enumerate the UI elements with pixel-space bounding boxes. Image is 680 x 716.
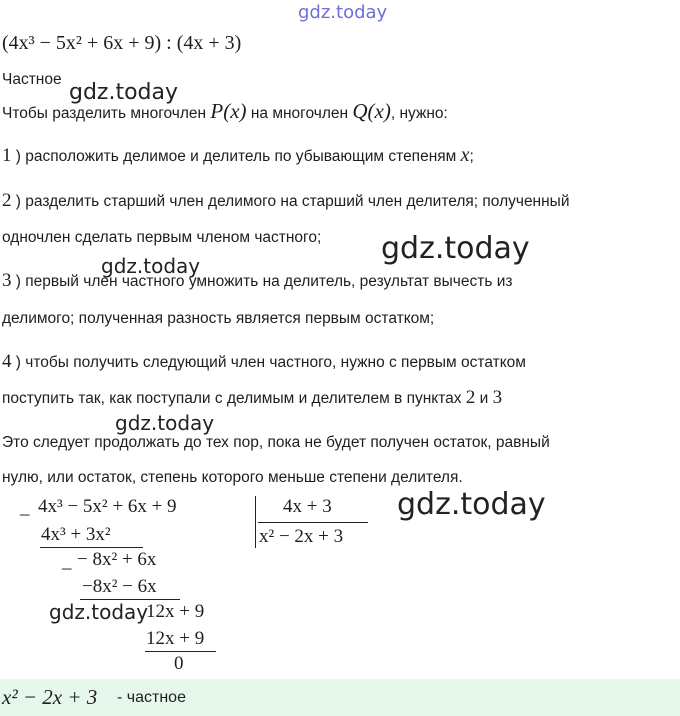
minus-sign: _: [62, 551, 72, 572]
intro-prefix: Чтобы разделить многочлен: [2, 105, 211, 122]
step-text: и: [475, 390, 493, 407]
step-3-cont: делимого; полученная разность является первым остатком;: [2, 310, 435, 327]
intro-suffix: , нужно:: [390, 105, 448, 122]
divisor-underline: [258, 522, 368, 523]
watermark: gdz.today: [69, 80, 179, 105]
conclusion-line-2: нулю, или остаток, степень которого меньше степени делителя.: [2, 469, 463, 486]
dividend: 4x³ − 5x² + 6x + 9: [38, 496, 177, 517]
watermark-top: gdz.today: [298, 2, 388, 23]
answer-box: [0, 679, 680, 716]
watermark: gdz.today: [49, 600, 149, 624]
step-4: 4 ) чтобы получить следующий член частного, нужно с первым остатком: [2, 351, 526, 372]
watermark: gdz.today: [381, 231, 530, 266]
step-number: 4: [2, 351, 12, 372]
step-4-cont: [2, 387, 502, 409]
answer-math: x² − 2x + 3: [2, 685, 98, 709]
polynomial-q: Q(x): [352, 99, 391, 123]
watermark: gdz.today: [101, 254, 201, 278]
step-text: поступить так, как поступали с делимым и делителем в пунктах: [2, 390, 466, 407]
step-number: 2: [2, 190, 12, 211]
step-text: первый член частного умножить на делитель, результат вычесть из: [25, 273, 513, 290]
intro-mid: на многочлен: [246, 105, 353, 122]
subtrahend-1-underline: [40, 547, 143, 548]
step-2: 2 ) разделить старший член делимого на старший член делителя; полученный: [2, 190, 570, 211]
subtrahend-1: 4x³ + 3x²: [41, 524, 111, 545]
watermark: gdz.today: [397, 487, 546, 522]
remainder-1: − 8x² + 6x: [77, 549, 157, 570]
step-ref: 3: [492, 387, 503, 408]
polynomial-p: P(x): [210, 99, 247, 123]
step-1: 1 ) расположить делимое и делитель по убывающим степеням x;: [2, 144, 474, 166]
step-number: 3: [2, 270, 12, 291]
step-punct: ;: [469, 148, 474, 165]
step-text: разделить старший член делимого на старший член делителя; полученный: [25, 193, 570, 210]
subtrahend-2: −8x² − 6x: [82, 576, 157, 597]
problem-expression: (4x³ − 5x² + 6x + 9) : (4x + 3): [2, 32, 242, 54]
variable-x: x: [460, 144, 470, 166]
remainder-3: 0: [174, 653, 184, 674]
step-3: 3 ) первый член частного умножить на делитель, результат вычесть из: [2, 270, 513, 291]
watermark: gdz.today: [115, 411, 215, 435]
quotient: x² − 2x + 3: [259, 526, 344, 547]
step-number: 1: [2, 145, 12, 166]
division-vertical-line: [255, 496, 256, 548]
remainder-2: 12x + 9: [146, 601, 205, 622]
subtrahend-3-underline: [145, 651, 216, 652]
subtrahend-3: 12x + 9: [146, 628, 205, 649]
step-2-cont: одночлен сделать первым членом частного;: [2, 229, 322, 246]
heading-quotient: Частное: [2, 71, 62, 88]
minus-sign: _: [20, 497, 30, 518]
answer-text: - частное: [117, 689, 186, 706]
step-text: расположить делимое и делитель по убывающим степеням: [25, 148, 457, 165]
step-text: чтобы получить следующий член частного, нужно с первым остатком: [25, 354, 526, 371]
step-ref: 2: [465, 387, 476, 408]
intro-text: [2, 99, 448, 124]
conclusion-line-1: Это следует продолжать до тех пор, пока не будет получен остаток, равный: [2, 434, 550, 451]
divisor: 4x + 3: [283, 496, 332, 517]
